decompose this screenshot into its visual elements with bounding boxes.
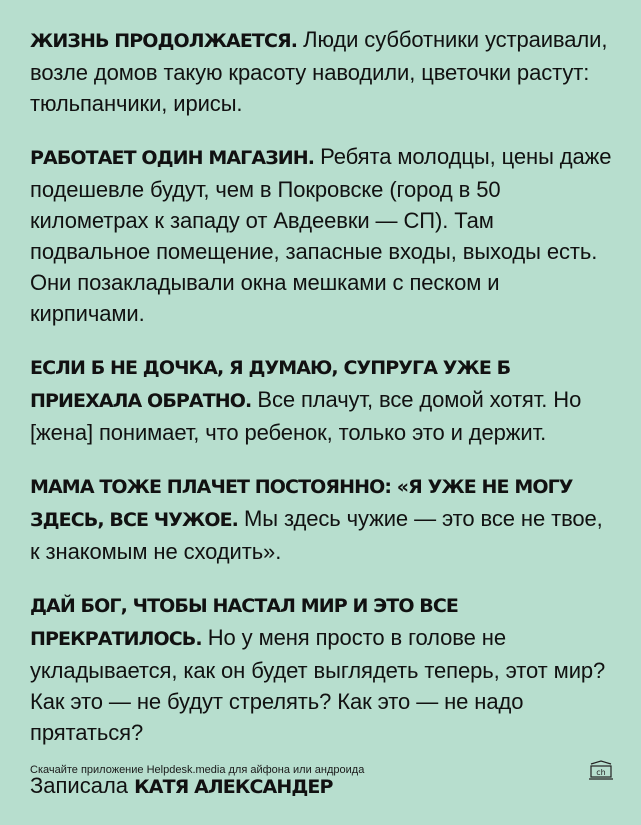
- paragraph-4-text: Мы здесь чужие — это все не твое, к знакомым не сходить».: [30, 506, 603, 564]
- logo-text: ch: [596, 768, 606, 777]
- paragraph-3-lead: ЕСЛИ Б НЕ ДОЧКА, Я ДУМАЮ, СУПРУГА УЖЕ Б ПРИЕХАЛА ОБРАТНО.: [30, 357, 511, 412]
- byline-author: КАТЯ АЛЕКСАНДЕР: [134, 776, 333, 798]
- helpdesk-logo-icon: [587, 760, 615, 782]
- paragraph-1: [30, 24, 616, 119]
- paragraph-2: [30, 141, 616, 329]
- footer-app-promo: Скачайте приложение Helpdesk.media для айфона или андроида: [30, 764, 365, 776]
- byline-prefix: Записала: [30, 773, 135, 798]
- paragraph-2-lead: РАБОТАЕТ ОДИН МАГАЗИН.: [30, 147, 315, 169]
- paragraph-5: [30, 589, 616, 748]
- paragraph-4: [30, 470, 616, 567]
- paragraph-1-text: Люди субботники устраивали, возле домов такую красоту наводили, цветочки растут: тюльпанчики, ирисы.: [30, 27, 608, 116]
- paragraph-3-text: Все плачут, все домой хотят. Но [жена] понимает, что ребенок, только это и держит.: [30, 387, 582, 445]
- paragraph-3: [30, 351, 616, 448]
- article-body: [30, 24, 616, 825]
- paragraph-2-text: Ребята молодцы, цены даже подешевле будут, чем в Покровске (город в 50 километрах к западу от Авдеевки — СП). Там подвальное помещение, запасные входы, выходы есть. Они позакладывали окна мешками с песком и кирпичами.: [30, 144, 612, 326]
- paragraph-5-text: Но у меня просто в голове не укладывается, как он будет выглядеть теперь, этот мир? Как это — не будут стрелять? Как это — не надо прятаться?: [30, 625, 606, 745]
- paragraph-4-lead: МАМА ТОЖЕ ПЛАЧЕТ ПОСТОЯННО: «Я УЖЕ НЕ МОГУ ЗДЕСЬ, ВСЕ ЧУЖОЕ.: [30, 476, 573, 531]
- paragraph-1-lead: ЖИЗНЬ ПРОДОЛЖАЕТСЯ.: [30, 30, 298, 52]
- paragraph-5-lead: ДАЙ БОГ, ЧТОБЫ НАСТАЛ МИР И ЭТО ВСЕ ПРЕКРАТИЛОСЬ.: [30, 595, 459, 650]
